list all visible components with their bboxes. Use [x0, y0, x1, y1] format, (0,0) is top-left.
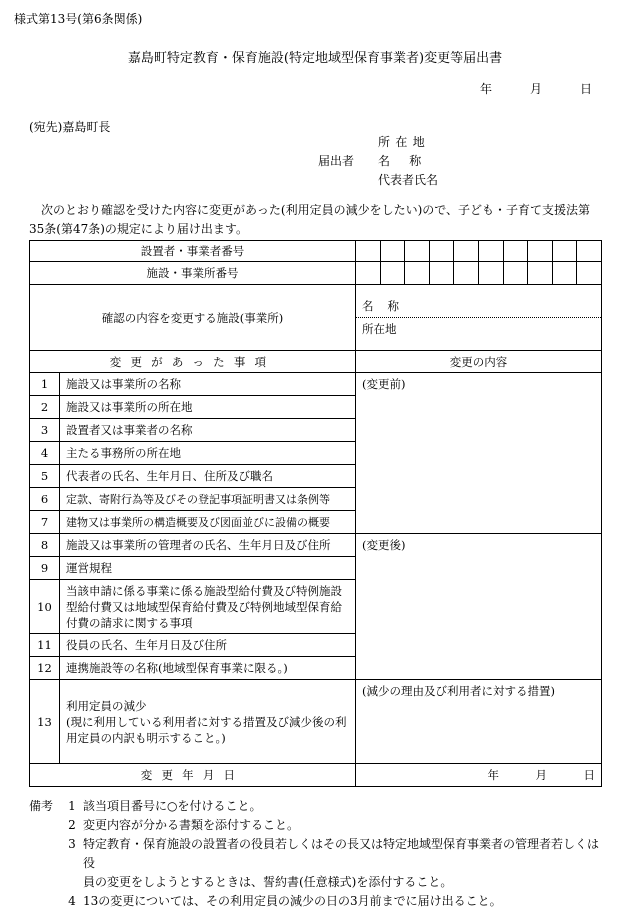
- facility-number-input[interactable]: [356, 262, 602, 285]
- month-label: 月: [529, 82, 542, 96]
- facility-name-label: 名 称: [362, 299, 405, 313]
- item-text: 当該申請に係る事業に係る施設型給付費及び特例施設型給付費又は地域型保育給付費及び特例地域型保育給付費の請求に関する事項: [60, 580, 356, 634]
- item-text: 施設又は事業所の名称: [60, 373, 356, 396]
- item-number[interactable]: 10: [30, 580, 60, 634]
- submission-date: [480, 80, 592, 97]
- item-number[interactable]: 5: [30, 465, 60, 488]
- remark-text: 13の変更については、その利用定員の減少の日の3月前までに届け出ること。: [83, 894, 502, 908]
- operator-number-input[interactable]: [356, 241, 602, 262]
- facility-details[interactable]: [356, 285, 602, 351]
- item-text: 施設又は事業所の所在地: [60, 396, 356, 419]
- item-text: 代表者の氏名、生年月日、住所及び職名: [60, 465, 356, 488]
- reduction-reason-label: (減少の理由及び利用者に対する措置): [362, 684, 555, 698]
- item-number[interactable]: 3: [30, 419, 60, 442]
- item-text: 運営規程: [60, 557, 356, 580]
- change-day-label: 日: [583, 768, 595, 782]
- change-month-label: 月: [535, 768, 547, 782]
- notifier-address-label: 所在地: [378, 135, 431, 149]
- year-label: 年: [480, 82, 493, 96]
- change-year-label: 年: [487, 768, 499, 782]
- document-title: 嘉島町特定教育・保育施設(特定地域型保育事業者)変更等届出書: [127, 51, 503, 66]
- intro-text: 次のとおり確認を受けた内容に変更があった(利用定員の減少をしたい)ので、子ども・子育て支援法第35条(第47条)の規定により届け出ます。: [29, 203, 591, 236]
- item-number[interactable]: 11: [30, 634, 60, 657]
- change-form-table: [29, 240, 602, 787]
- item-text: 設置者又は事業者の名称: [60, 419, 356, 442]
- notifier-role-label: 届出者: [318, 154, 355, 168]
- remark-number: 2: [68, 818, 76, 832]
- item-number[interactable]: 1: [30, 373, 60, 396]
- facility-label: 確認の内容を変更する施設(事業所): [30, 285, 356, 351]
- content-header: 変更の内容: [356, 351, 602, 373]
- remark-text: 特定教育・保育施設の設置者の役員若しくはその長又は特定地域型保育事業者の管理者若しくは役: [83, 837, 600, 870]
- reduction-item-title: 利用定員の減少: [66, 698, 147, 713]
- operator-number-label: 設置者・事業者番号: [30, 241, 356, 262]
- item-text: [60, 680, 356, 764]
- before-label: (変更前): [362, 377, 406, 391]
- item-text: 施設又は事業所の管理者の氏名、生年月日及び住所: [60, 534, 356, 557]
- day-label: 日: [579, 82, 592, 96]
- remark-number: 1: [68, 799, 76, 813]
- item-number[interactable]: 7: [30, 511, 60, 534]
- item-text: 主たる事務所の所在地: [60, 442, 356, 465]
- change-date-input[interactable]: [356, 764, 602, 787]
- item-number[interactable]: 6: [30, 488, 60, 511]
- facility-address-label: 所在地: [362, 322, 397, 336]
- form-number: 様式第13号(第6条関係): [14, 12, 143, 26]
- remark-number: 3: [68, 837, 76, 851]
- remarks: [29, 797, 609, 911]
- after-change-cell[interactable]: [356, 534, 602, 680]
- remark-text: 該当項目番号に○を付けること。: [83, 799, 262, 813]
- item-number[interactable]: 2: [30, 396, 60, 419]
- item-text: 定款、寄附行為等及びその登記事項証明書又は条例等: [60, 488, 356, 511]
- reduction-item-note: (現に利用している利用者に対する措置及び減少後の利用定員の内訳も明示すること。): [66, 714, 347, 745]
- remark-number: 4: [68, 894, 76, 908]
- notifier-representative-label: 代表者氏名: [378, 173, 439, 187]
- remark-text-continued: 員の変更をしようとするときは、誓約書(任意様式)を添付すること。: [83, 875, 453, 889]
- notifier-name-label: 名称: [378, 154, 441, 168]
- items-header: 変更があった事項: [30, 351, 356, 373]
- item-text: 建物又は事業所の構造概要及び図面並びに設備の概要: [60, 511, 356, 534]
- item-number[interactable]: 8: [30, 534, 60, 557]
- item-number[interactable]: 9: [30, 557, 60, 580]
- before-change-cell[interactable]: [356, 373, 602, 534]
- item-text: 役員の氏名、生年月日及び住所: [60, 634, 356, 657]
- addressee: (宛先)嘉島町長: [29, 120, 111, 134]
- facility-number-label: 施設・事業所番号: [30, 262, 356, 285]
- notifier-block: [318, 132, 454, 189]
- change-date-label: 変更年月日: [30, 764, 356, 787]
- item-number[interactable]: 13: [30, 680, 60, 764]
- remark-text: 変更内容が分かる書類を添付すること。: [83, 818, 300, 832]
- item-number[interactable]: 4: [30, 442, 60, 465]
- after-label: (変更後): [362, 538, 406, 552]
- item-text: 連携施設等の名称(地域型保育事業に限る。): [60, 657, 356, 680]
- item-number[interactable]: 12: [30, 657, 60, 680]
- reduction-reason-cell[interactable]: [356, 680, 602, 764]
- remarks-label: 備考: [29, 799, 54, 813]
